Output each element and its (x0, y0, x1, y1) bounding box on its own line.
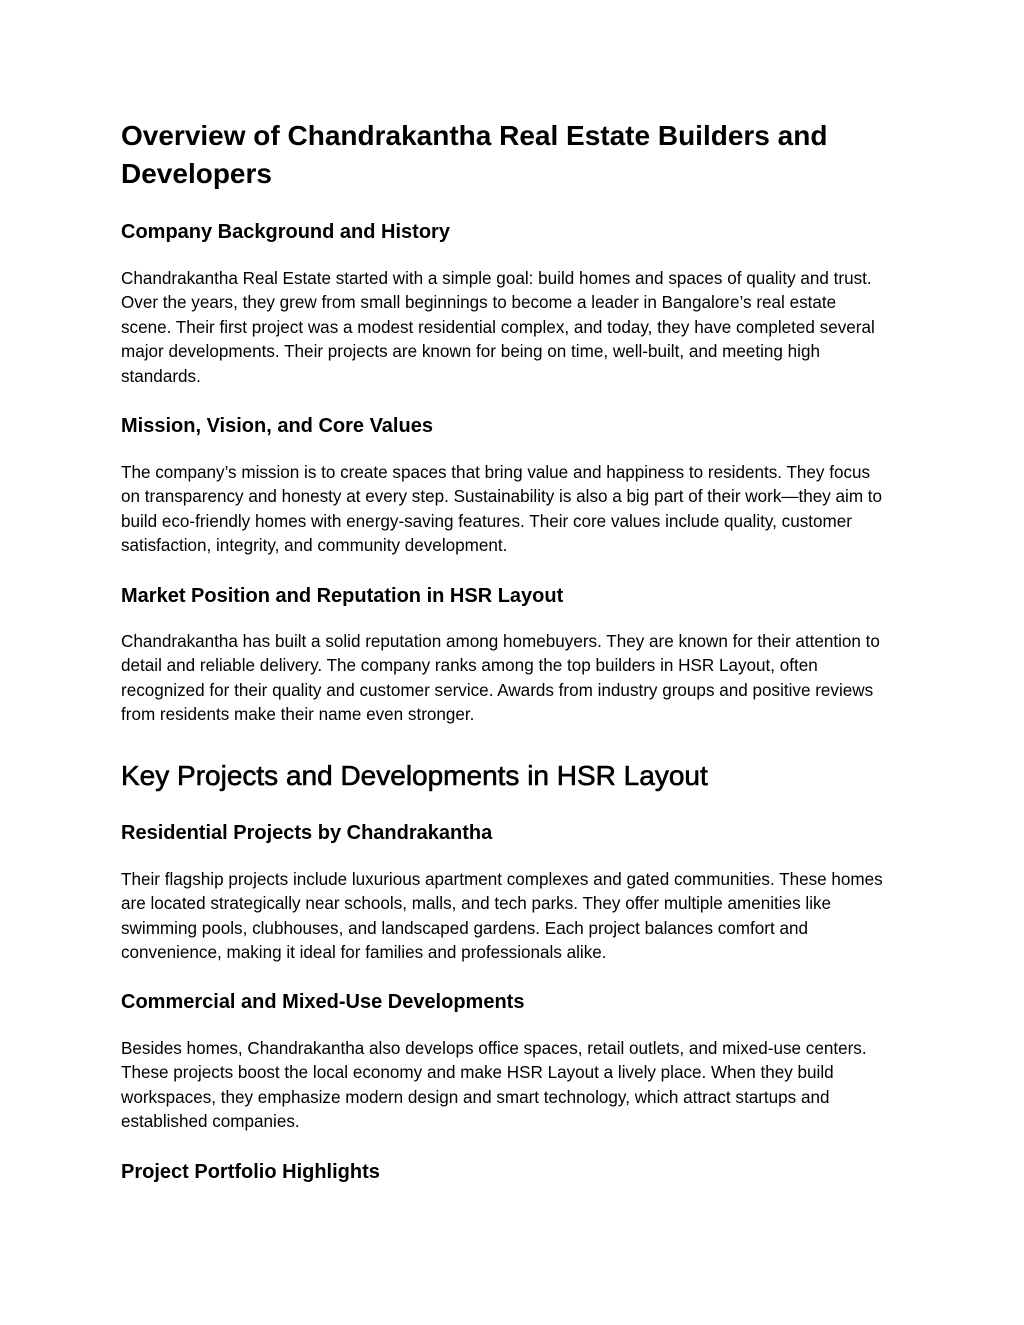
section-title-overview: Overview of Chandrakantha Real Estate Builders and Developers (121, 120, 828, 189)
paragraph-background: Chandrakantha Real Estate started with a simple goal: build homes and spaces of quality and trust. Over the years, they grew from small beginnings to become a leader in Bangalore’s real estate scene. Their first project was a modest residential complex, and today, they have completed several major developments. Their projects are known for being on time, well-built, and meeting high standards. (121, 269, 875, 386)
paragraph-market-position: Chandrakantha has built a solid reputation among homebuyers. They are known for their attention to detail and reliable delivery. The company ranks among the top builders in HSR Layout, often recognized for their quality and customer service. Awards from industry groups and positive reviews from residents make their name even stronger. (121, 632, 880, 725)
subsection-title-residential: Residential Projects by Chandrakantha (121, 822, 493, 844)
subsection-title-mission: Mission, Vision, and Core Values (121, 415, 433, 437)
subsection-title-market-position: Market Position and Reputation in HSR Layout (121, 585, 564, 607)
paragraph-commercial: Besides homes, Chandrakantha also develops office spaces, retail outlets, and mixed-use centers. These projects boost the local economy and make HSR Layout a lively place. When they build workspaces, they emphasize modern design and smart technology, which attract startups and established companies. (121, 1039, 867, 1132)
subsection-title-commercial: Commercial and Mixed-Use Developments (121, 991, 525, 1013)
subsection-title-portfolio: Project Portfolio Highlights (121, 1161, 380, 1183)
subsection-title-background: Company Background and History (121, 221, 450, 243)
paragraph-mission: The company’s mission is to create spaces that bring value and happiness to residents. They focus on transparency and honesty at every step. Sustainability is also a big part of their work—they aim to build eco-friendly homes with energy-saving features. Their core values include quality, customer satisfaction, integrity, and community development. (121, 463, 883, 556)
section-title-key-projects: Key Projects and Developments in HSR Layout (121, 760, 708, 791)
paragraph-residential: Their flagship projects include luxurious apartment complexes and gated communities. These homes are located strategically near schools, malls, and tech parks. They offer multiple amenities like swimming pools, clubhouses, and landscaped gardens. Each project balances comfort and convenience, making it ideal for families and professionals alike. (121, 870, 883, 963)
